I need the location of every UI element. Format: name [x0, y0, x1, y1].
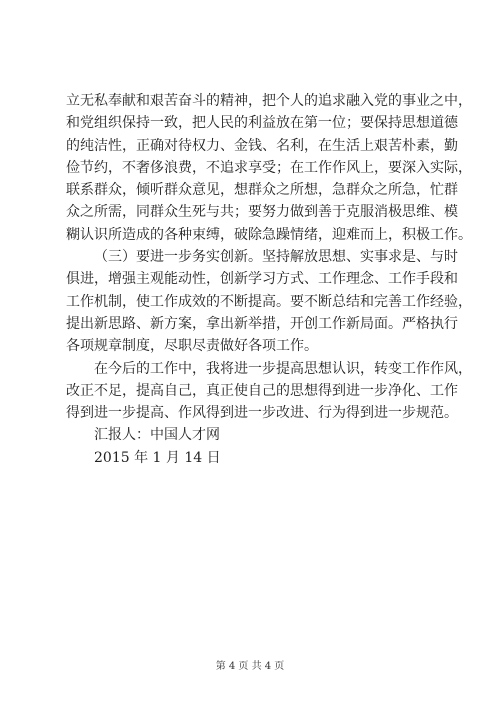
paragraph-line: 俭节约，不奢侈浪费，不追求享受；在工作作风上，要深入实际，	[66, 159, 472, 176]
paragraph-1	[66, 90, 472, 246]
paragraph-line: 提出新思路、新方案，拿出新举措，开创工作新局面。严格执行	[66, 315, 458, 332]
date-line: 2015 年 1 月 14 日	[94, 449, 221, 466]
paragraph-line: 改正不足，提高自己，真正使自己的思想得到进一步净化、工作	[66, 382, 458, 399]
paragraph-line: 俱进，增强主观能动性，创新学习方式、工作理念、工作手段和	[66, 271, 458, 288]
paragraph-line: 得到进一步提高、作风得到进一步改进、行为得到进一步规范。	[66, 405, 458, 422]
paragraph-line: 的纯洁性，正确对待权力、金钱、名利，在生活上艰苦朴素，勤	[66, 137, 458, 154]
page-footer	[0, 657, 500, 672]
paragraph-line: 众之所需，同群众生死与共；要努力做到善于克服消极思维、模	[66, 204, 458, 221]
document-body	[66, 90, 472, 469]
paragraph-3	[66, 358, 472, 425]
paragraph-line: 和党组织保持一致，把人民的利益放在第一位；要保持思想道德	[66, 115, 458, 132]
paragraph-line: 各项规章制度，尽职尽责做好各项工作。	[66, 338, 318, 355]
paragraph-line: 工作机制，使工作成效的不断提高。要不断总结和完善工作经验，	[66, 293, 472, 310]
paragraph-2	[66, 246, 472, 357]
paragraph-line: 糊认识所造成的各种束缚，破除急躁情绪，迎难而上，积极工作。	[66, 226, 472, 243]
page-indicator: 第 4 页 共 4 页	[215, 661, 285, 672]
paragraph-line: 联系群众，倾听群众意见，想群众之所想，急群众之所急，忙群	[66, 182, 458, 199]
paragraph-line: 立无私奉献和艰苦奋斗的精神，把个人的追求融入党的事业之中，	[66, 93, 472, 109]
reporter-line: 汇报人：中国人才网	[94, 427, 220, 444]
paragraph-line: 在今后的工作中，我将进一步提高思想认识，转变工作作风，	[94, 360, 472, 377]
paragraph-line: （三）要进一步务实创新。坚持解放思想、实事求是、与时	[94, 249, 458, 266]
